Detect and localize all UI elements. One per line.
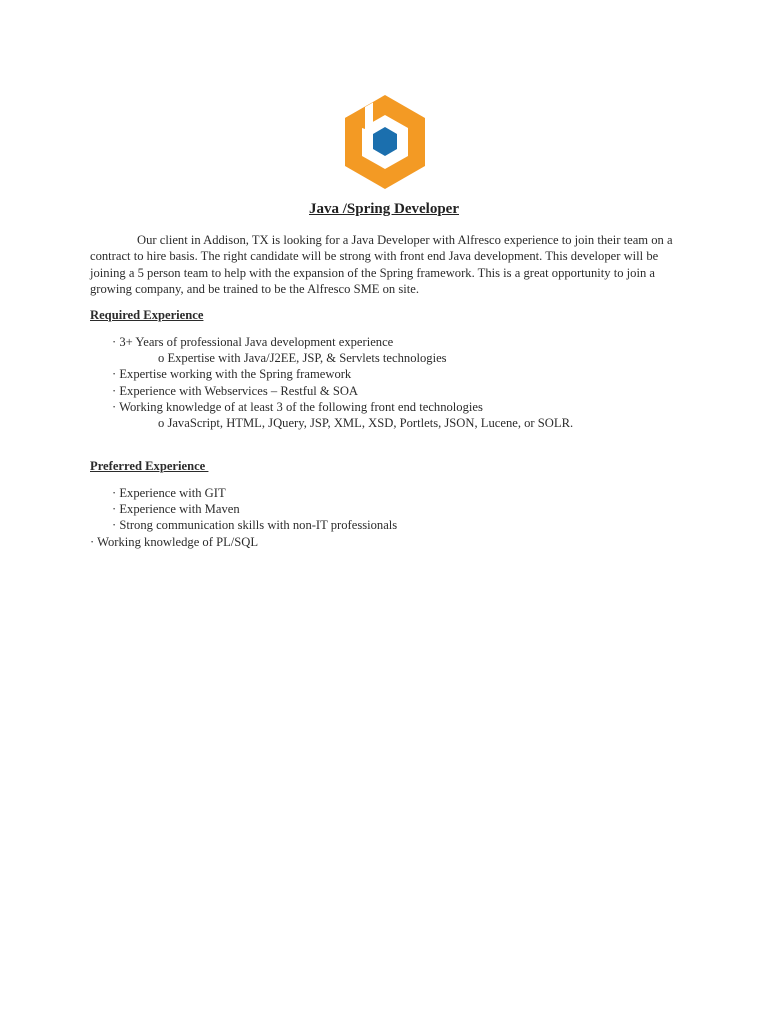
list-item: · 3+ Years of professional Java development experience bbox=[112, 335, 394, 349]
list-item: · Experience with Webservices – Restful & SOA bbox=[112, 384, 359, 398]
hexagon-b-logo-icon bbox=[343, 93, 427, 191]
intro-paragraph: Our client in Addison, TX is looking for a Java Developer with Alfresco experience to join their team on a contract to hire basis. The right candidate will be strong with front end Java development. This developer will be joining a 5 person team to help with the expansion of the Spring framework. This is a great opportunity to join a growing company, and be trained to be the Alfresco SME on site. bbox=[90, 233, 673, 296]
list-item: · Experience with GIT bbox=[112, 486, 226, 500]
list-item: · Experience with Maven bbox=[112, 502, 240, 516]
list-subitem: o JavaScript, HTML, JQuery, JSP, XML, XSD, Portlets, JSON, Lucene, or SOLR. bbox=[158, 416, 574, 430]
list-item: · Working knowledge of at least 3 of the following front end technologies bbox=[112, 400, 483, 414]
list-item: · Working knowledge of PL/SQL bbox=[90, 535, 259, 549]
job-title: Java /Spring Developer bbox=[309, 201, 459, 217]
list-item: · Expertise working with the Spring framework bbox=[112, 367, 352, 381]
list-subitem: o Expertise with Java/J2EE, JSP, & Servlets technologies bbox=[158, 351, 447, 365]
list-item: · Strong communication skills with non-IT professionals bbox=[112, 518, 398, 532]
preferred-experience-heading: Preferred Experience bbox=[90, 459, 209, 473]
required-experience-heading: Required Experience bbox=[90, 308, 204, 322]
